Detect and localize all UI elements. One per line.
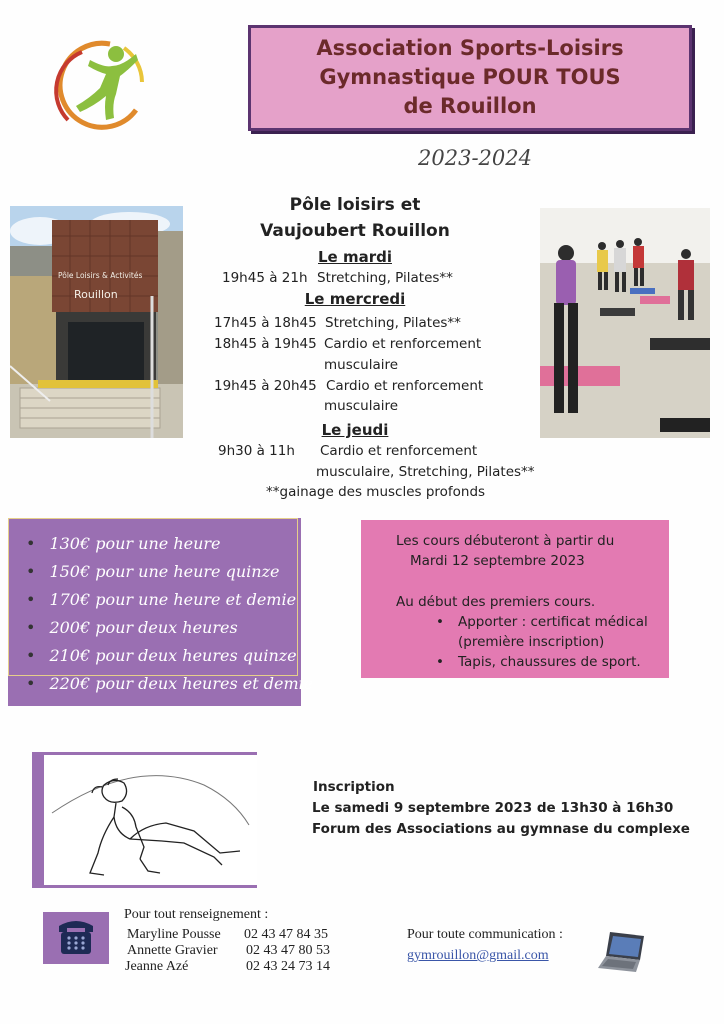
contacts-heading: Pour tout renseignement :: [124, 907, 269, 922]
course-info-box: [361, 520, 669, 678]
day-thursday: Le jeudi: [321, 421, 389, 439]
season-label: 2023-2024: [418, 146, 532, 170]
laptop-icon: [596, 928, 648, 976]
communication-heading: Pour toute communication :: [407, 927, 563, 942]
price-item: • 210€ pour deux heures quinze: [26, 642, 313, 670]
schedule-activity-cont: musculaire, Stretching, Pilates**: [316, 464, 535, 480]
contact-name: Jeanne Azé: [125, 959, 189, 974]
bring-item-line-1: Apporter : certificat médical: [458, 614, 648, 630]
price-box: [8, 518, 314, 706]
day-wednesday: Le mercredi: [304, 290, 406, 308]
contact-phone: 02 43 24 73 14: [246, 959, 330, 974]
venue-line-2: Vaujoubert Rouillon: [260, 221, 450, 241]
day-tuesday: Le mardi: [318, 248, 392, 266]
association-logo-icon: [50, 30, 150, 135]
schedule-time: 17h45 à 18h45: [214, 315, 317, 331]
building-photo: [10, 206, 183, 438]
inscription-place: Forum des Associations au gymnase du complexe: [312, 821, 690, 837]
schedule-time: 19h45 à 20h45: [214, 378, 317, 394]
price-item: • 170€ pour une heure et demie: [26, 586, 313, 614]
telephone-icon: [43, 912, 109, 964]
schedule-activity: Stretching, Pilates**: [317, 270, 453, 286]
price-item: • 130€ pour une heure: [26, 530, 313, 558]
title-line-1: Association Sports-Loisirs: [316, 36, 624, 60]
start-line-1: Les cours débuteront à partir du: [396, 533, 615, 549]
start-line-2: Mardi 12 septembre 2023: [410, 553, 585, 569]
building-sign-line-1: Pôle Loisirs & Activités: [58, 271, 143, 280]
contact-name: Annette Gravier: [127, 943, 218, 958]
venue-line-1: Pôle loisirs et: [289, 195, 421, 215]
bullet-dot: •: [436, 614, 444, 630]
schedule-activity: Cardio et renforcement: [326, 378, 484, 394]
contact-phone: 02 43 47 80 53: [246, 943, 330, 958]
gym-class-photo: [540, 208, 710, 438]
inscription-heading: Inscription: [313, 779, 395, 795]
bring-item-line-2: (première inscription): [458, 634, 605, 650]
building-sign-line-2: Rouillon: [74, 288, 118, 301]
contact-phone: 02 43 47 84 35: [244, 927, 328, 942]
stretching-sketch: [32, 752, 257, 888]
bring-item-line-3: Tapis, chaussures de sport.: [458, 654, 641, 670]
schedule-activity: Cardio et renforcement: [324, 336, 482, 352]
price-list: [26, 530, 313, 698]
bullet-dot: •: [436, 654, 444, 670]
schedule-activity-cont: musculaire: [324, 398, 399, 414]
title-line-2: Gymnastique POUR TOUS: [319, 65, 621, 89]
schedule-time: 9h30 à 11h: [218, 443, 295, 459]
price-item: • 200€ pour deux heures: [26, 614, 313, 642]
title-line-3: de Rouillon: [403, 94, 537, 118]
schedule-time: 19h45 à 21h: [222, 270, 308, 286]
schedule-time: 18h45 à 19h45: [214, 336, 317, 352]
title-banner: [248, 25, 692, 131]
schedule-footnote: **gainage des muscles profonds: [266, 484, 486, 500]
inscription-date: Le samedi 9 septembre 2023 de 13h30 à 16h30: [312, 800, 674, 816]
schedule-activity: Stretching, Pilates**: [325, 315, 461, 331]
first-lessons-line: Au début des premiers cours.: [396, 594, 596, 610]
price-item: • 220€ pour deux heures et demie: [26, 670, 313, 698]
schedule-activity: Cardio et renforcement: [320, 443, 478, 459]
price-item: • 150€ pour une heure quinze: [26, 558, 313, 586]
schedule-activity-cont: musculaire: [324, 357, 399, 373]
contact-name: Maryline Pousse: [127, 927, 221, 942]
email-link[interactable]: gymrouillon@gmail.com: [407, 948, 549, 963]
